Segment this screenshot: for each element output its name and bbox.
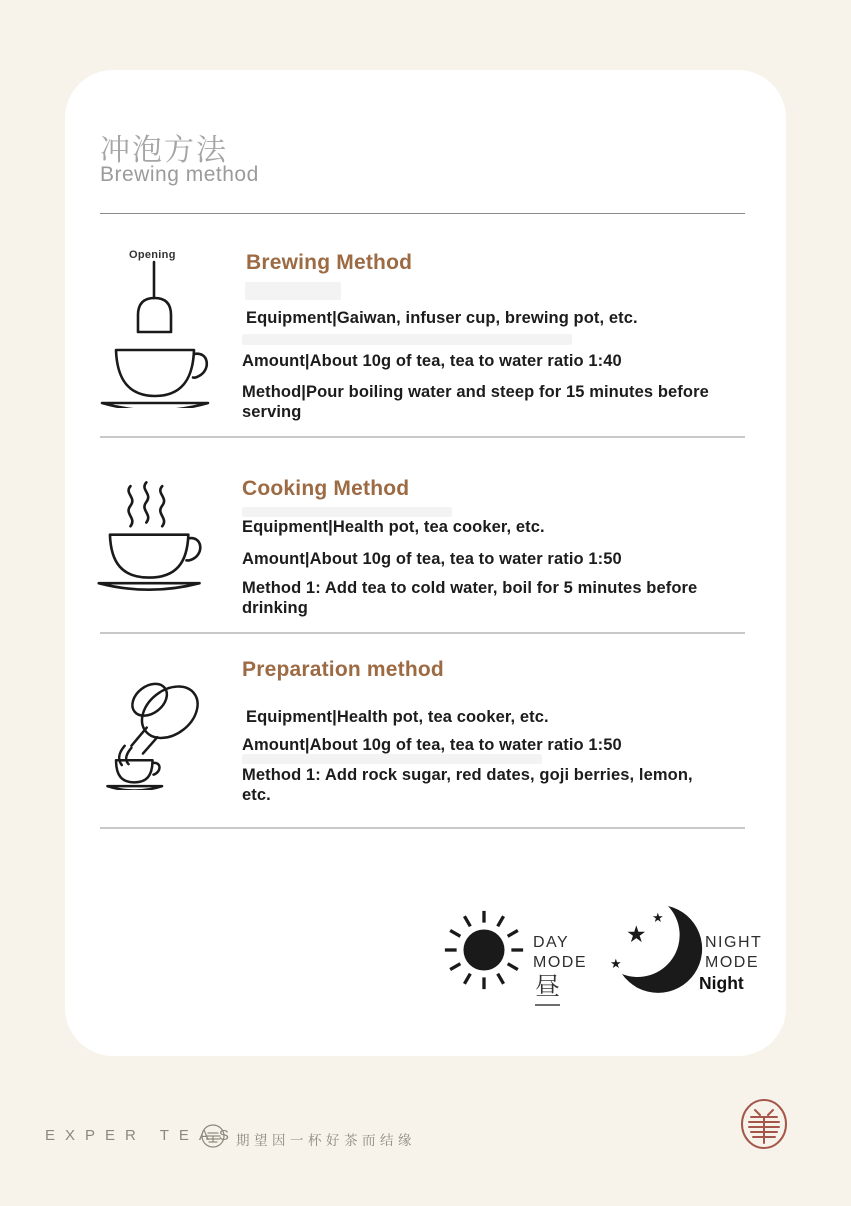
translation-ghost xyxy=(242,507,452,517)
brewing-amount-line: Amount|About 10g of tea, tea to water ratio 1:40 xyxy=(242,352,622,370)
preparation-equipment-line: Equipment|Health pot, tea cooker, etc. xyxy=(246,708,549,726)
day-mode-label-line1: DAY xyxy=(533,934,570,951)
section-divider xyxy=(100,827,745,829)
day-mode-cn: 昼 xyxy=(535,967,560,1006)
brewing-equipment-line: Equipment|Gaiwan, infuser cup, brewing pot, etc. xyxy=(246,309,638,327)
night-mode-sub: Night xyxy=(699,973,744,993)
preparation-amount-line: Amount|About 10g of tea, tea to water ratio 1:50 xyxy=(242,736,622,754)
pouring-pot-icon xyxy=(93,670,213,790)
section-heading-brewing: Brewing Method xyxy=(246,251,413,274)
footer-brand: EXPER TEAS xyxy=(45,1127,239,1144)
teabag-opening-caption: Opening xyxy=(129,249,176,261)
tea-seal-icon xyxy=(740,1098,788,1150)
sun-icon xyxy=(440,906,528,994)
translation-ghost xyxy=(245,282,341,300)
svg-text:★: ★ xyxy=(652,911,664,926)
translation-ghost xyxy=(242,754,542,764)
section-heading-cooking: Cooking Method xyxy=(242,477,410,500)
cooking-equipment-line: Equipment|Health pot, tea cooker, etc. xyxy=(242,518,545,536)
cooking-method-line: Method 1: Add tea to cold water, boil for 5 minutes before drinking xyxy=(242,579,698,617)
footer-slogan-cn: 期望因一杯好茶而结缘 xyxy=(236,1133,416,1148)
section-divider xyxy=(100,436,745,438)
moon-stars-icon xyxy=(610,900,710,1000)
page-title-cn: 冲泡方法 xyxy=(100,134,228,167)
preparation-method-line: Method 1: Add rock sugar, red dates, goji berries, lemon, etc. xyxy=(242,766,693,804)
header-divider xyxy=(100,213,745,214)
cooking-amount-line: Amount|About 10g of tea, tea to water ratio 1:50 xyxy=(242,550,622,568)
section-divider xyxy=(100,632,745,634)
page-title-en: Brewing method xyxy=(100,163,259,186)
day-mode-label-line2: MODE xyxy=(533,954,587,971)
section-heading-preparation: Preparation method xyxy=(242,658,444,681)
svg-text:★: ★ xyxy=(626,922,647,948)
brand-circle-icon xyxy=(201,1124,225,1148)
steaming-cup-icon xyxy=(95,478,207,596)
svg-text:★: ★ xyxy=(610,957,622,972)
night-mode-label-line2: MODE xyxy=(705,954,759,971)
night-mode-label-line1: NIGHT xyxy=(705,934,763,951)
brewing-method-card xyxy=(65,70,786,1056)
brewing-method-line: Method|Pour boiling water and steep for 15 minutes before serving xyxy=(242,383,709,421)
translation-ghost xyxy=(242,334,572,345)
teabag-cup-icon xyxy=(97,258,212,408)
